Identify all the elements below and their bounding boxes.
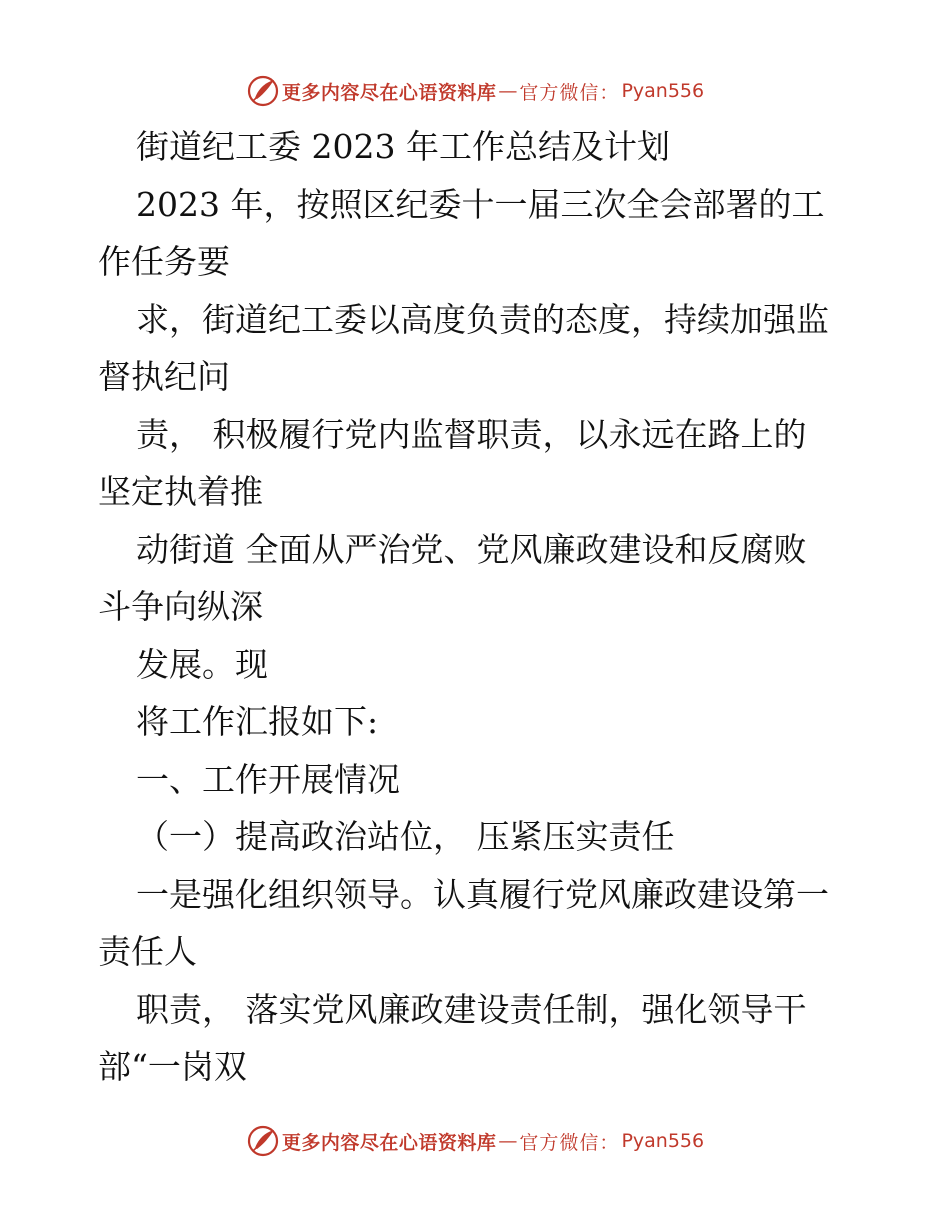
text-line: 责任人 <box>98 932 197 971</box>
text-line: 将工作汇报如下: <box>136 702 379 741</box>
wechat-label: 官方微信： <box>519 1131 620 1154</box>
watermark-dash: — <box>498 80 518 102</box>
feather-logo-icon <box>246 1124 280 1158</box>
document-body <box>98 118 858 1096</box>
section-heading: 一、工作开展情况 <box>136 759 400 799</box>
watermark-dash: — <box>498 1130 518 1152</box>
text-line: 督执纪问 <box>98 357 230 396</box>
text-line: 动街道 全面从严治党、党风廉政建设和反腐败 <box>136 529 807 569</box>
text-line: 责， 积极履行党内监督职责，以永远在路上的 <box>136 414 807 454</box>
feather-logo-icon <box>246 74 280 108</box>
wechat-id: Pyan556 <box>621 80 705 102</box>
watermark-header <box>0 71 950 111</box>
text-line: 部“一岗双 <box>98 1047 247 1086</box>
text-line: 斗争向纵深 <box>98 587 263 626</box>
subsection-heading: （一）提高政治站位， 压紧压实责任 <box>136 817 675 856</box>
text-line: 一是强化组织领导。认真履行党风廉政建设第一 <box>136 874 829 914</box>
text-line: 作任务要 <box>98 242 230 281</box>
wechat-id: Pyan556 <box>621 1130 705 1152</box>
text-line: 坚定执着推 <box>98 472 263 511</box>
text-line: 2023 年，按照区纪委十一届三次全会部署的工 <box>136 184 825 224</box>
watermark-footer <box>0 1121 950 1161</box>
document-title: 街道纪工委 2023 年工作总结及计划 <box>136 127 670 166</box>
text-line: 发展。现 <box>136 644 268 684</box>
wechat-label: 官方微信： <box>519 81 620 104</box>
watermark-text: 更多内容尽在心语资料库 <box>281 1131 497 1154</box>
text-line: 求，街道纪工委以高度负责的态度，持续加强监 <box>136 299 829 339</box>
watermark-text: 更多内容尽在心语资料库 <box>281 81 497 104</box>
text-line: 职责， 落实党风廉政建设责任制，强化领导干 <box>136 989 807 1029</box>
